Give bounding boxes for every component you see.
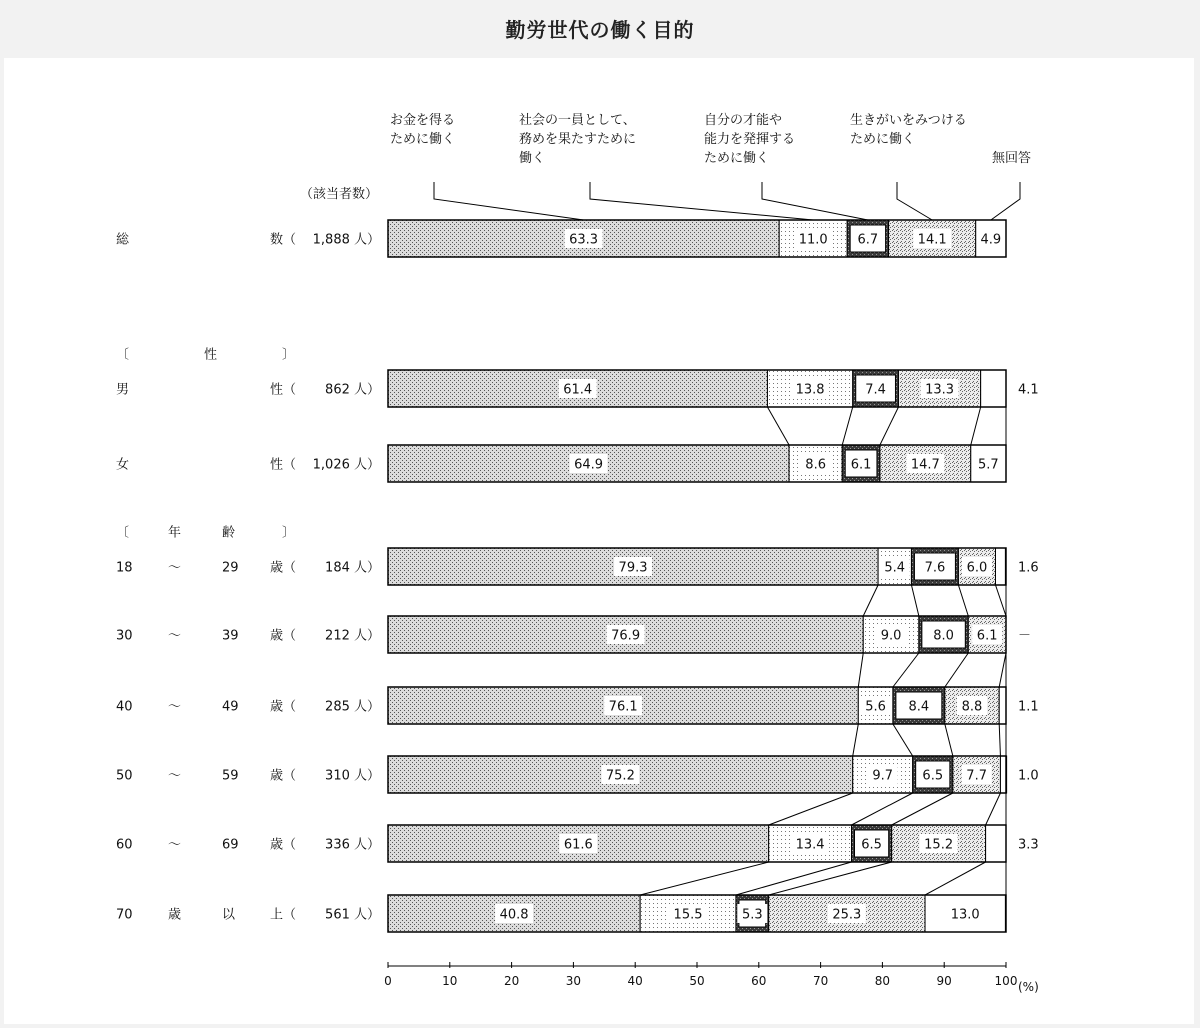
value-label: 7.4 [865,382,886,398]
connector-line [736,862,852,895]
legend-leader-1 [590,182,813,220]
value-label: 6.1 [850,457,872,473]
row-count: 184 人） [325,560,380,576]
value-label: 9.0 [880,628,902,644]
row-label: 上（ [270,907,297,923]
value-label: 14.1 [917,232,947,248]
row-label: 50 [116,768,133,784]
connector-line [640,862,769,895]
row-count: 561 人） [325,907,380,923]
connector-line [971,407,981,445]
legend-label-2: 自分の才能や [704,113,783,128]
connector-line [945,653,968,687]
row-label: 69 [222,837,239,853]
row-count: 285 人） [325,699,380,715]
value-label: 13.0 [950,907,980,923]
row-label: 30 [116,628,133,644]
legend-leader-4 [991,182,1020,220]
bar-segment [986,825,1006,862]
value-label: 4.1 [1018,382,1039,398]
legend-label-3: 生きがいをみつける [850,113,967,128]
row-label: 以 [222,907,236,923]
row-label: 性（ [270,382,297,398]
row-label: ～ [168,768,182,784]
row-label: 性（ [270,457,297,473]
value-label: 8.8 [961,699,983,715]
row-count: 336 人） [325,837,380,853]
legend-label-0: ために働く [390,132,456,147]
connector-line [769,862,892,895]
legend-leader-3 [897,182,932,220]
value-label: 4.9 [980,232,1002,248]
value-label: 9.7 [872,768,894,784]
connector-line [911,585,918,616]
bar-segment [999,687,1006,724]
value-label: 6.7 [857,232,879,248]
bar-segment [981,370,1006,407]
row-label: 49 [222,699,239,715]
connector-line [958,585,968,616]
value-label: 64.9 [574,457,604,473]
row-count: 212 人） [325,628,380,644]
x-tick-label: 80 [874,974,891,988]
value-label: 15.5 [673,907,703,923]
row-label: 70 [116,907,133,923]
connector-line [767,407,789,445]
x-tick-label: 50 [689,974,705,988]
x-tick-label: 60 [751,974,767,988]
row-label: 60 [116,837,133,853]
value-label: 5.4 [884,560,906,576]
legend-label-0: お金を得る [390,113,456,128]
legend-leader-0 [434,182,584,220]
legend-leader-2 [762,182,868,220]
row-count: 310 人） [325,768,380,784]
x-tick-label: 10 [442,974,458,988]
value-label: 6.5 [922,768,944,784]
connector-line [769,793,853,825]
x-tick-label: 20 [503,974,520,988]
value-label: 13.3 [925,382,955,398]
value-label: 63.3 [569,232,599,248]
connector-line [945,724,953,756]
legend-label-3: ために働く [850,132,916,147]
value-label: 61.4 [563,382,593,398]
row-count: 862 人） [325,382,380,398]
legend-label-2: ために働く [704,151,770,166]
row-label: 39 [222,628,239,644]
connector-line [842,407,853,445]
legend-label-1: 社会の一員として、 [519,113,636,128]
x-tick-label: 90 [936,974,952,988]
value-label: 13.8 [795,382,825,398]
value-label: 76.9 [611,628,641,644]
connector-line [853,724,859,756]
chart-svg [4,58,1194,1024]
connector-line [858,653,863,687]
value-label: 6.1 [976,628,998,644]
value-label: 5.6 [865,699,886,715]
connector-line [852,793,913,825]
value-label: 7.7 [966,768,987,784]
connector-line [893,653,919,687]
value-label: 8.4 [908,699,930,715]
connector-line [995,585,1006,616]
connector-line [925,862,986,895]
group-header-label: 年 [168,525,182,541]
value-label: － [1018,628,1032,644]
row-label: ～ [168,628,182,644]
connector-line [893,724,913,756]
count-header: （該当者数） [300,187,379,202]
x-tick-label: 40 [627,974,643,988]
group-header-label: 性 [204,347,218,363]
row-label: 女 [116,457,130,473]
group-header-bracket: 〕 [282,525,296,541]
value-label: 3.3 [1018,837,1039,853]
chart-panel [4,58,1194,1024]
value-label: 5.3 [741,907,763,923]
row-label: 歳（ [270,628,297,644]
row-count: 1,888 人） [312,232,380,248]
legend-label-4: 無回答 [992,151,1032,166]
row-label: 歳（ [270,560,297,576]
connector-line [880,407,899,445]
x-tick-label: 30 [565,974,582,988]
value-label: 1.1 [1018,699,1039,715]
row-label: 歳 [168,907,182,923]
connector-line [986,793,1001,825]
row-label: 歳（ [270,699,297,715]
group-header-label: 齢 [222,525,236,541]
chart-title: 勤労世代の働く目的 [505,18,695,42]
bar-segment [995,548,1005,585]
value-label: 13.4 [795,837,825,853]
value-label: 15.2 [924,837,954,853]
row-label: 59 [222,768,239,784]
legend-label-1: 働く [519,151,546,166]
value-label: 76.1 [608,699,638,715]
value-label: 40.8 [499,907,529,923]
connector-line [863,585,878,616]
group-header-bracket: 〔 [116,347,130,363]
row-count: 1,026 人） [312,457,380,473]
value-label: 1.6 [1018,560,1039,576]
value-label: 61.6 [563,837,593,853]
value-label: 5.7 [978,457,999,473]
row-label: 29 [222,560,239,576]
connector-line [999,724,1000,756]
value-label: 6.0 [966,560,988,576]
value-label: 8.6 [805,457,826,473]
connector-line [892,793,953,825]
value-label: 1.0 [1018,768,1039,784]
x-tick-label: 0 [384,974,392,988]
value-label: 75.2 [605,768,635,784]
group-header-bracket: 〕 [282,347,296,363]
row-label: 数（ [270,232,297,248]
x-tick-label: 70 [812,974,829,988]
group-header-bracket: 〔 [116,525,130,541]
value-label: 6.5 [861,837,882,853]
row-label: 総 [116,232,130,248]
value-label: 7.6 [924,560,946,576]
row-label: 歳（ [270,768,297,784]
row-label: ～ [168,699,182,715]
row-label: 歳（ [270,837,297,853]
legend-label-1: 務めを果たすために [519,132,637,147]
row-label: ～ [168,560,182,576]
row-label: 男 [116,382,130,398]
legend-label-2: 能力を発揮する [704,132,796,147]
connector-line [999,653,1006,687]
row-label: 40 [116,699,133,715]
x-tick-label: 100 [994,974,1018,988]
x-axis-unit: (%) [1018,980,1039,994]
row-label: ～ [168,837,182,853]
row-label: 18 [116,560,133,576]
value-label: 79.3 [618,560,648,576]
value-label: 25.3 [832,907,862,923]
value-label: 14.7 [910,457,940,473]
value-label: 11.0 [798,232,828,248]
value-label: 8.0 [933,628,954,644]
